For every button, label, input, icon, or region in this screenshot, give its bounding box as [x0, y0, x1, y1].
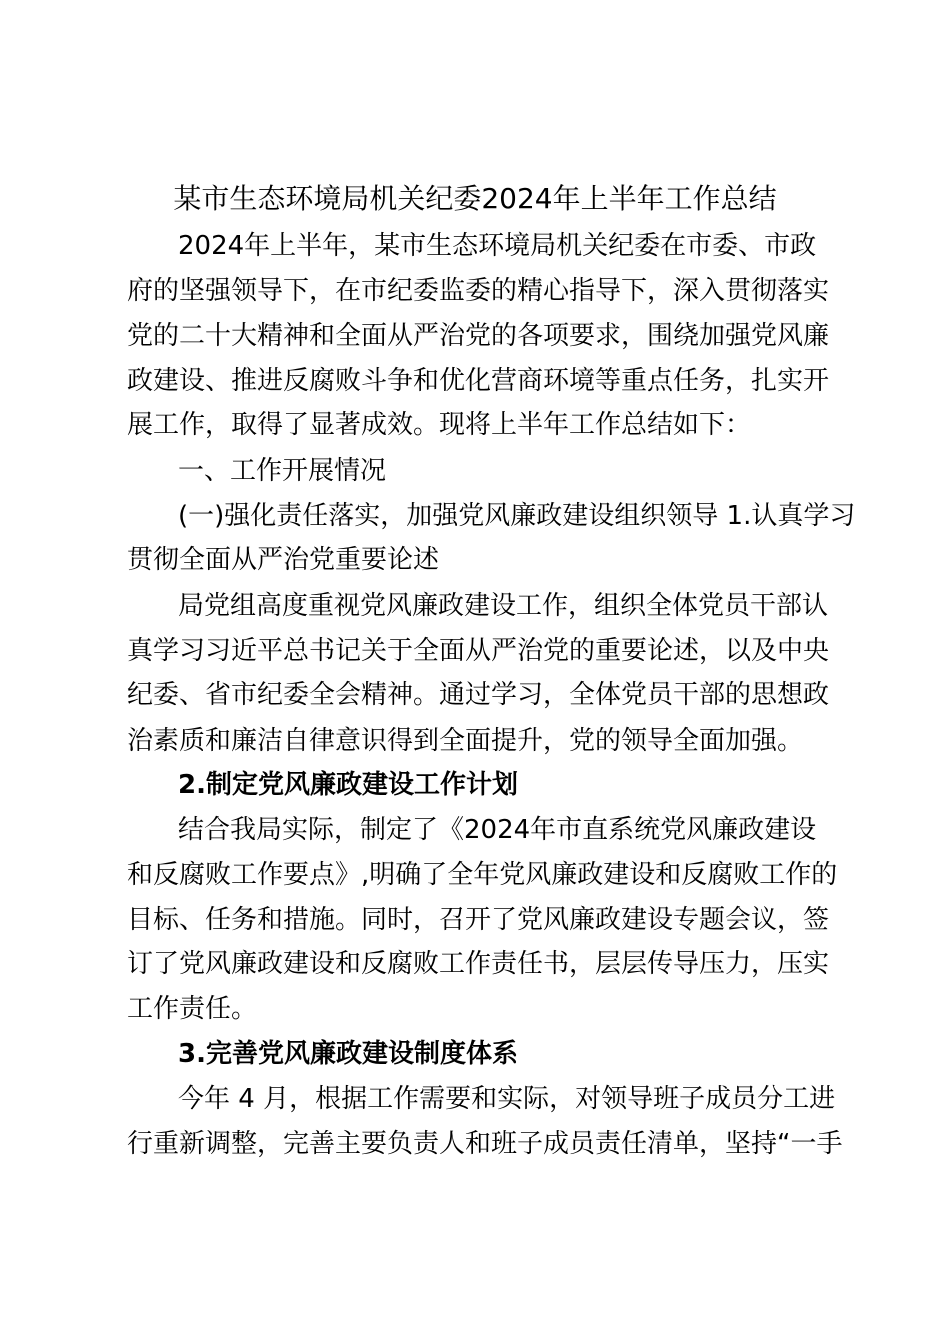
paragraph-line: 政建设、推进反腐败斗争和优化营商环境等重点任务，扎实开	[127, 366, 830, 396]
item-heading: 2.制定党风廉政建设工作计划	[178, 770, 518, 800]
paragraph-line: 结合我局实际，制定了《2024年市直系统党风廉政建设	[178, 815, 817, 845]
paragraph-line: 真学习习近平总书记关于全面从严治党的重要论述，以及中央	[127, 636, 830, 666]
paragraph-line: 2024年上半年，某市生态环境局机关纪委在市委、市政	[178, 231, 817, 261]
paragraph-line: 目标、任务和措施。同时，召开了党风廉政建设专题会议，签	[127, 905, 830, 935]
subsection-heading: (一)强化责任落实，加强党风廉政建设组织领导 1.认真学习	[178, 501, 856, 531]
paragraph-line: 纪委、省市纪委全会精神。通过学习，全体党员干部的思想政	[127, 680, 830, 710]
document-title: 某市生态环境局机关纪委2024年上半年工作总结	[173, 182, 777, 215]
paragraph-line: 行重新调整，完善主要负责人和班子成员责任清单，坚持“一手	[127, 1129, 843, 1159]
paragraph-line: 展工作，取得了显著成效。现将上半年工作总结如下：	[127, 410, 752, 440]
paragraph-line: 治素质和廉洁自律意识得到全面提升，党的领导全面加强。	[127, 726, 804, 756]
subsection-heading-continued: 贯彻全面从严治党重要论述	[127, 545, 440, 575]
section-heading: 一、工作开展情况	[178, 456, 387, 486]
paragraph-line: 府的坚强领导下，在市纪委监委的精心指导下，深入贯彻落实	[127, 276, 830, 306]
paragraph-line: 和反腐败工作要点》,明确了全年党风廉政建设和反腐败工作的	[127, 860, 838, 890]
paragraph-line: 工作责任。	[127, 994, 258, 1024]
item-heading: 3.完善党风廉政建设制度体系	[178, 1039, 518, 1069]
paragraph-line: 党的二十大精神和全面从严治党的各项要求，围绕加强党风廉	[127, 321, 830, 351]
paragraph-line: 订了党风廉政建设和反腐败工作责任书，层层传导压力，压实	[127, 949, 830, 979]
paragraph-line: 今年 4 月，根据工作需要和实际，对领导班子成员分工进	[178, 1084, 836, 1114]
paragraph-line: 局党组高度重视党风廉政建设工作，组织全体党员干部认	[178, 591, 829, 621]
